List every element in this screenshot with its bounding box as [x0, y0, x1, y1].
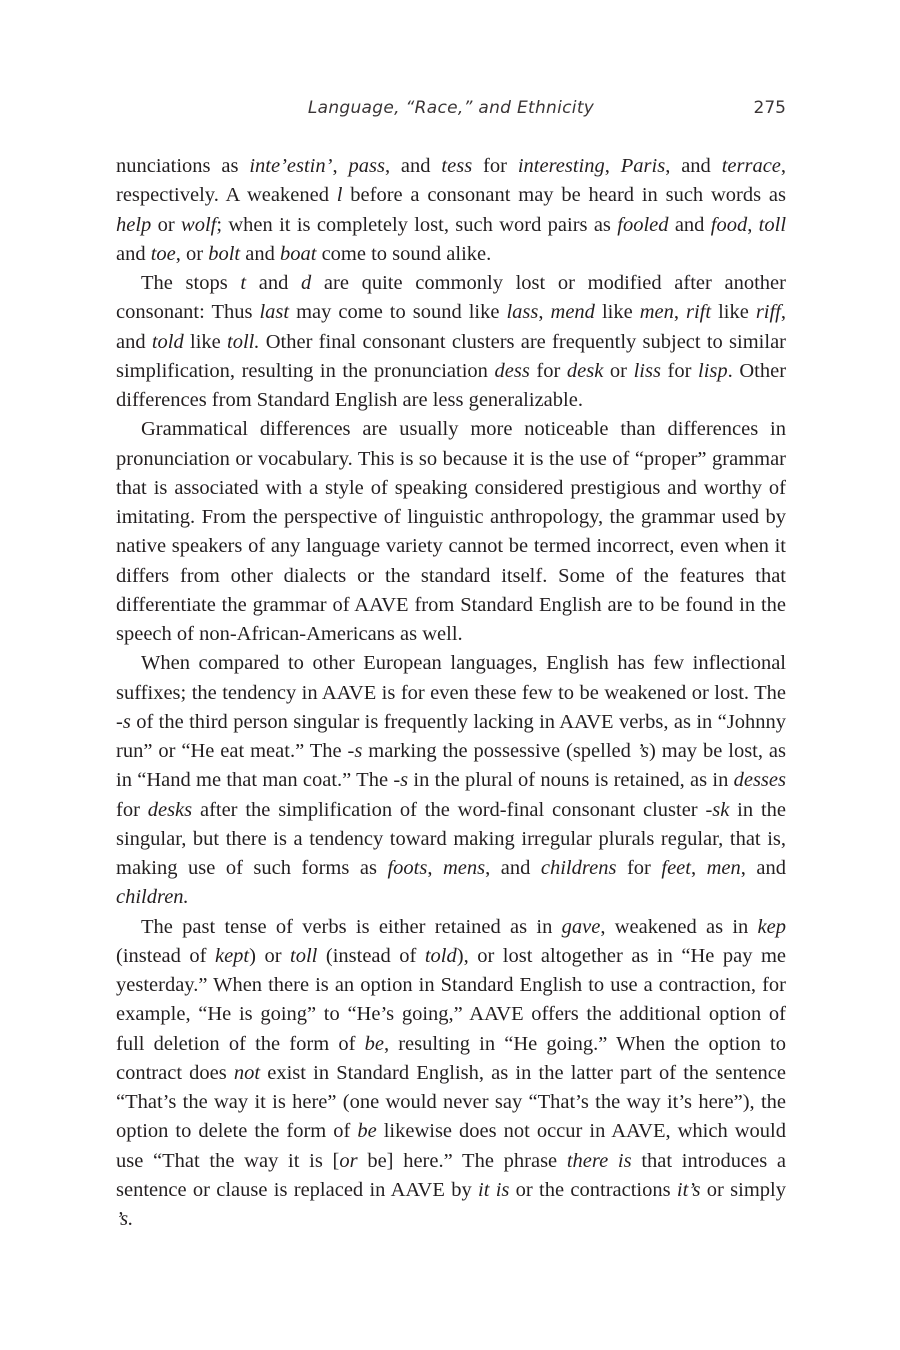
page-number: 275 [753, 98, 786, 118]
italic-text: desks [147, 798, 193, 821]
text-run: , [673, 301, 686, 324]
italic-text: toe [150, 242, 176, 265]
text-run: exist in Standard English, as in the latter part of the sentence “That’s the way it is here” (one would never say “That’s the way it’s here”), the option to delete the form of [116, 1061, 786, 1143]
italic-text: ’s. [116, 1208, 134, 1230]
running-title: Language, “Race,” and Ethnicity [307, 98, 595, 118]
text-run: ) or [249, 944, 291, 967]
text-run: for [529, 359, 567, 382]
text-run: and [116, 242, 151, 265]
italic-text: desses [733, 769, 786, 792]
text-run: for [616, 857, 662, 879]
text-run: ; when it is completely lost, such word pairs as [216, 213, 618, 236]
italic-text: interesting [517, 155, 605, 177]
text-run: (instead of [317, 944, 425, 967]
paragraph [116, 649, 786, 912]
paragraph [116, 913, 786, 1235]
text-run: , respectively. A weakened [116, 155, 787, 207]
italic-text: -s [116, 710, 131, 733]
italic-text: help [116, 213, 152, 236]
italic-text: l [336, 184, 343, 207]
text-run: , and [384, 155, 442, 177]
paragraph [116, 152, 786, 269]
italic-text: kept [214, 944, 250, 967]
text-run: and [246, 272, 301, 294]
text-run: like [183, 330, 228, 353]
text-run: for [660, 359, 699, 382]
text-run: , [690, 857, 707, 879]
italic-text: toll. [227, 330, 260, 353]
italic-text: mens [442, 857, 486, 879]
italic-text: liss [633, 359, 661, 382]
italic-text: food [710, 213, 748, 236]
italic-text: told [424, 944, 457, 967]
text-run: When compared to other European languages, English has few inflectional suffixes; the tendency in AAVE is for even these few to be weakened or lost. The [116, 652, 786, 704]
paragraph [116, 269, 786, 415]
text-run: , or [175, 242, 209, 265]
text-run: like [594, 301, 640, 324]
text-run: are quite commonly lost or modified after another consonant: Thus [116, 272, 786, 324]
italic-text: rift [685, 301, 712, 324]
italic-text: lass [506, 301, 539, 324]
italic-text: -s [393, 769, 409, 792]
text-run: for [116, 798, 148, 821]
text-run: and [668, 213, 711, 236]
text-run: like [711, 301, 756, 324]
text-run: in the plural of nouns is retained, as in [408, 769, 734, 792]
paragraph [116, 415, 786, 649]
italic-text: -sk [705, 798, 730, 821]
italic-text: gave [561, 915, 601, 938]
text-run: come to sound alike. [316, 242, 492, 265]
text-run: , resulting in “He going.” When the option to contract does [116, 1032, 786, 1084]
text-run: ) may be lost, as in “Hand me that man coat.” The [116, 740, 787, 792]
italic-text: it’s [676, 1178, 701, 1201]
italic-text: toll [758, 213, 787, 236]
text-run: Grammatical differences are usually more noticeable than differences in pronunciation or vocabulary. This is so because it is the use of “proper” grammar that is associated with a style of speaking considered prestigious and worthy of imitating. From the perspective of linguistic anthropology, the grammar used by native speakers of any language variety cannot be termed incorrect, even when it differs from other dialects or the standard itself. Some of the features that differentiate the grammar of AAVE from Standard English are to be found in the speech of non-African-Americans as well. [116, 418, 786, 645]
text-run: . Other differences from Standard English are less generalizable. [116, 359, 787, 411]
italic-text: tess [441, 155, 473, 177]
text-run: be] here.” The phrase [357, 1149, 567, 1172]
text-run: before a consonant may be heard in such words as [342, 184, 786, 207]
italic-text: be [364, 1032, 384, 1055]
italic-text: it is [478, 1178, 510, 1201]
italic-text: desk [566, 359, 604, 382]
text-run: The past tense of verbs is either retained as in [141, 915, 562, 938]
text-run: , and [485, 857, 541, 879]
italic-text: Paris [620, 155, 666, 177]
text-run: , [332, 155, 349, 177]
italic-text: kep [757, 915, 786, 938]
italic-text: inte’estin’ [249, 155, 333, 177]
italic-text: toll [290, 944, 318, 967]
text-run: , and [740, 857, 787, 879]
italic-text: riff [755, 301, 781, 324]
italic-text: told [151, 330, 184, 353]
italic-text: -s [347, 740, 363, 762]
text-run: may come to sound like [289, 301, 507, 324]
text-run: that introduces a sentence or clause is replaced in AAVE by [116, 1149, 786, 1201]
text-run: , [538, 301, 551, 324]
italic-text: lisp [698, 359, 728, 382]
text-run: , [747, 213, 759, 236]
italic-text: not [233, 1061, 261, 1084]
running-head [116, 98, 786, 124]
italic-text: d [301, 272, 312, 294]
text-run: , [427, 857, 443, 879]
text-run: and [240, 242, 280, 265]
text-run: after the simplification of the word-final consonant cluster [192, 798, 706, 821]
text-run: likewise does not occur in AAVE, which would use “That the way it is [ [116, 1120, 786, 1172]
body-text [116, 152, 786, 1234]
italic-text: terrace [721, 155, 781, 177]
italic-text: fooled [617, 213, 669, 236]
text-run: or [603, 359, 634, 382]
italic-text: children. [116, 886, 189, 909]
italic-text: men [639, 301, 674, 324]
italic-text: men [706, 857, 741, 879]
text-run: or simply [700, 1178, 786, 1201]
text-run: or [151, 213, 182, 236]
italic-text: foots [387, 857, 428, 879]
italic-text: be [357, 1120, 377, 1143]
text-run: ), or lost altogether as in “He pay me yesterday.” When there is an option in Standard English to use a contraction, for example, “He is going” to “He’s going,” AAVE offers the additional option of full deletion of the form of [116, 944, 786, 1055]
italic-text: wolf [181, 213, 217, 236]
italic-text: t [240, 272, 247, 294]
text-run: or the contractions [509, 1178, 677, 1201]
text-run: Other final consonant clusters are frequently subject to similar simplification, resulting in the pronunciation [116, 330, 786, 382]
italic-text: or [339, 1149, 358, 1172]
italic-text: mend [550, 301, 595, 324]
text-run: nunciations as [116, 155, 250, 177]
text-run: (instead of [116, 944, 215, 967]
text-run: , and [116, 301, 787, 353]
text-run: of the third person singular is frequently lacking in AAVE verbs, as in “Johnny run” or “He eat meat.” The [116, 710, 786, 762]
italic-text: dess [494, 359, 530, 382]
italic-text: last [259, 301, 290, 324]
text-run: , [604, 155, 621, 177]
italic-text: pass [348, 155, 385, 177]
text-run: , weakened as in [600, 915, 758, 938]
text-run: for [472, 155, 518, 177]
italic-text: bolt [208, 242, 241, 265]
italic-text: childrens [540, 857, 617, 879]
italic-text: feet [661, 857, 691, 879]
text-run: , and [665, 155, 722, 177]
text-run: marking the possessive (spelled [362, 740, 637, 762]
italic-text: ’s [636, 740, 649, 762]
text-run: in the singular, but there is a tendency toward making irregular plurals regular, that is, making use of such forms as [116, 798, 787, 879]
text-run: The stops [141, 272, 241, 294]
italic-text: boat [280, 242, 317, 265]
italic-text: there is [566, 1149, 632, 1172]
